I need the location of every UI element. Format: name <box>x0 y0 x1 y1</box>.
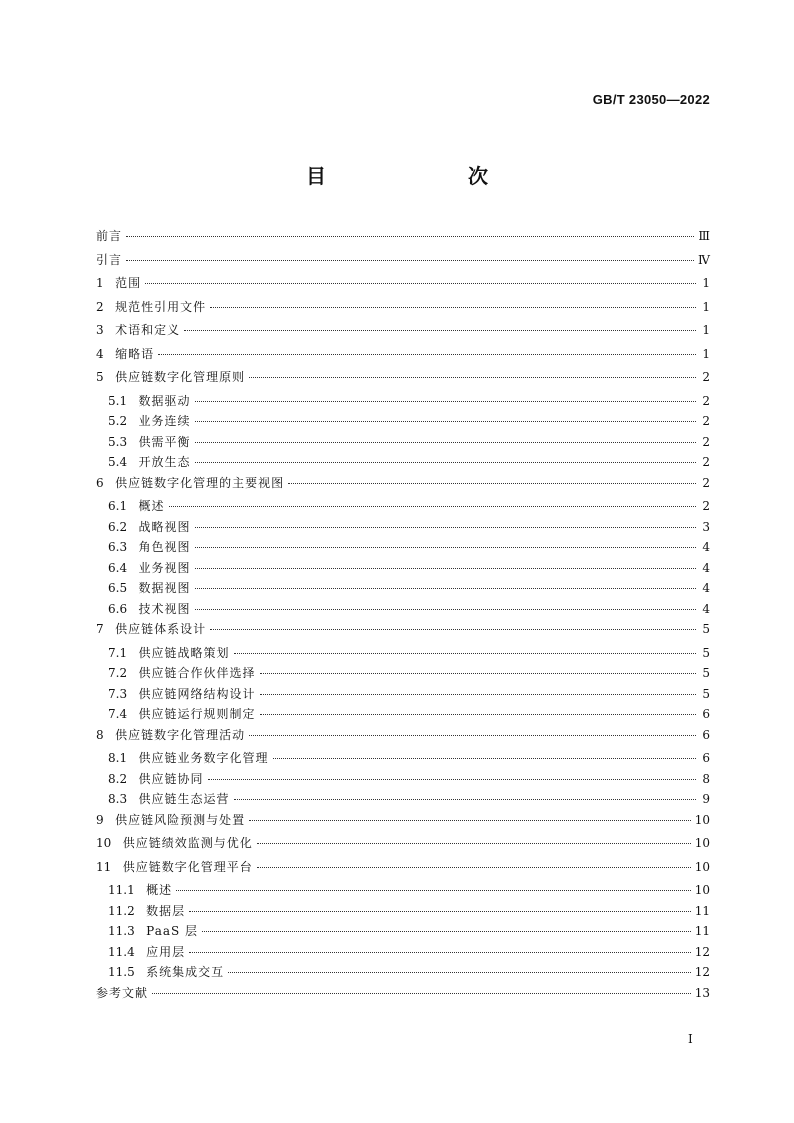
toc-entry[interactable] <box>96 663 710 684</box>
toc-entry-number: 7.2 <box>108 666 139 680</box>
toc-entry-page: 10 <box>694 883 710 897</box>
toc-entry-title: 系统集成交互 <box>146 965 225 979</box>
dot-leader <box>195 527 696 528</box>
toc-entry-title: 概述 <box>146 883 173 897</box>
toc-entry[interactable] <box>96 537 710 558</box>
toc-entry-page: 6 <box>702 751 710 765</box>
toc-entry-number: 10 <box>96 836 123 850</box>
toc-entry-title: 角色视图 <box>138 540 191 554</box>
toc-entry-title: 供应链业务数字化管理 <box>138 751 269 765</box>
dot-leader <box>195 547 696 548</box>
toc-entry-number: 6.3 <box>108 540 139 554</box>
dot-leader <box>257 867 691 868</box>
toc-entry[interactable] <box>96 297 710 321</box>
toc-entry-page: 11 <box>694 924 710 938</box>
dot-leader <box>195 401 696 402</box>
toc-entry-page: 12 <box>694 944 710 959</box>
toc-entry-page: 1 <box>702 276 710 290</box>
toc-entry-title: 业务视图 <box>138 560 191 575</box>
dot-leader <box>158 354 696 355</box>
toc-entry-title: 供应链网络结构设计 <box>138 686 256 701</box>
dot-leader <box>210 629 696 630</box>
dot-leader <box>228 972 691 973</box>
toc-entry[interactable] <box>96 684 710 705</box>
toc-entry[interactable] <box>96 411 710 432</box>
toc-entry[interactable] <box>96 578 710 599</box>
toc-entry-title: 概述 <box>138 499 165 513</box>
toc-entry-number: 11.1 <box>108 883 147 897</box>
toc-entry[interactable] <box>96 226 710 250</box>
toc-entry-title: 供应链数字化管理活动 <box>115 727 246 742</box>
dot-leader <box>249 735 696 736</box>
toc-entry-title: 前言 <box>96 229 123 243</box>
toc-entry[interactable] <box>96 748 710 769</box>
toc-entry[interactable] <box>96 901 710 922</box>
toc-entry-number: 3 <box>96 323 116 337</box>
toc-entry[interactable] <box>96 942 710 963</box>
dot-leader <box>169 506 696 507</box>
toc-entry-number: 6.6 <box>108 601 139 616</box>
toc-entry[interactable] <box>96 432 710 453</box>
dot-leader <box>249 377 696 378</box>
dot-leader <box>195 442 696 443</box>
toc-entry-number: 5.2 <box>108 414 139 428</box>
toc-entry[interactable] <box>96 619 710 643</box>
dot-leader <box>260 673 696 674</box>
table-of-contents <box>96 226 710 1006</box>
standard-code: GB/T 23050—2022 <box>592 92 710 107</box>
toc-entry-page: 2 <box>702 393 710 408</box>
toc-entry-page: 9 <box>702 792 710 806</box>
dot-leader <box>195 588 696 589</box>
dot-leader <box>249 820 691 821</box>
toc-entry-title: 供应链生态运营 <box>138 792 230 806</box>
toc-entry-number: 6 <box>96 475 116 490</box>
toc-entry-page: 5 <box>702 645 710 660</box>
toc-entry-number: 8.2 <box>108 771 139 786</box>
toc-entry-title: 术语和定义 <box>115 323 181 337</box>
toc-entry[interactable] <box>96 921 710 942</box>
dot-leader <box>208 779 696 780</box>
toc-entry[interactable] <box>96 643 710 664</box>
toc-entry[interactable] <box>96 558 710 579</box>
page-title: 目 次 <box>306 164 522 188</box>
toc-entry[interactable] <box>96 789 710 810</box>
toc-entry-number: 7.1 <box>108 645 139 660</box>
dot-leader <box>234 799 696 800</box>
toc-entry-title: PaaS 层 <box>146 924 199 938</box>
toc-entry-title: 供应链数字化管理原则 <box>115 370 246 384</box>
toc-entry-number: 7.3 <box>108 686 139 701</box>
toc-entry-title: 供应链战略策划 <box>138 645 230 660</box>
toc-entry-page: 4 <box>702 601 710 616</box>
toc-entry-title: 开放生态 <box>138 455 191 469</box>
dot-leader <box>195 609 696 610</box>
toc-entry[interactable] <box>96 704 710 725</box>
toc-entry-number: 11.5 <box>108 965 147 979</box>
toc-entry-page: 1 <box>702 346 710 361</box>
toc-entry-page: 8 <box>702 771 710 786</box>
dot-leader <box>202 931 691 932</box>
dot-leader <box>126 236 694 237</box>
toc-entry-number: 5.1 <box>108 393 139 408</box>
toc-entry-number: 5.4 <box>108 455 139 469</box>
dot-leader <box>184 330 696 331</box>
toc-entry[interactable] <box>96 452 710 473</box>
toc-entry-page: 12 <box>694 965 710 979</box>
dot-leader <box>273 758 696 759</box>
toc-entry-page: 2 <box>702 434 710 449</box>
toc-entry[interactable] <box>96 473 710 497</box>
dot-leader <box>288 483 696 484</box>
dot-leader <box>257 843 691 844</box>
toc-entry-title: 数据驱动 <box>138 393 191 408</box>
toc-entry[interactable] <box>96 857 710 881</box>
toc-entry-title: 范围 <box>115 276 142 290</box>
toc-entry-page: 3 <box>702 519 710 534</box>
toc-entry-page: 2 <box>702 370 710 384</box>
toc-entry-number: 4 <box>96 346 116 361</box>
dot-leader <box>260 694 696 695</box>
toc-entry-number: 6.4 <box>108 560 139 575</box>
toc-entry-title: 供应链体系设计 <box>115 622 207 636</box>
toc-entry[interactable] <box>96 517 710 538</box>
toc-entry-page: 10 <box>694 812 710 827</box>
toc-entry-number: 11.2 <box>108 903 147 918</box>
toc-entry-page: 1 <box>702 299 710 314</box>
dot-leader <box>260 714 696 715</box>
toc-entry-number: 8 <box>96 727 116 742</box>
toc-entry-page: 5 <box>702 622 710 636</box>
toc-entry-title: 供应链运行规则制定 <box>138 707 256 721</box>
toc-entry-page: 5 <box>702 666 710 680</box>
dot-leader <box>126 260 694 261</box>
toc-entry-title: 规范性引用文件 <box>115 299 207 314</box>
toc-entry[interactable] <box>96 810 710 834</box>
dot-leader <box>176 890 691 891</box>
toc-entry-page: 1 <box>702 323 710 337</box>
toc-entry[interactable] <box>96 983 710 1007</box>
toc-entry-page: 2 <box>702 475 710 490</box>
toc-entry-page: 13 <box>694 985 710 1000</box>
toc-entry-title: 业务连续 <box>138 414 191 428</box>
toc-entry-number: 9 <box>96 812 116 827</box>
toc-entry-title: 技术视图 <box>138 601 191 616</box>
toc-entry-title: 供应链数字化管理平台 <box>122 859 253 874</box>
toc-entry-number: 11.4 <box>108 944 147 959</box>
toc-entry-title: 供应链合作伙伴选择 <box>138 666 256 680</box>
dot-leader <box>210 307 696 308</box>
toc-entry-number: 2 <box>96 299 116 314</box>
toc-entry-number: 8.3 <box>108 792 139 806</box>
toc-entry-page: 10 <box>694 859 710 874</box>
toc-entry-page: 4 <box>702 540 710 554</box>
toc-entry-page: 10 <box>694 836 710 850</box>
toc-entry[interactable] <box>96 320 710 344</box>
dot-leader <box>195 462 696 463</box>
dot-leader <box>152 993 691 994</box>
toc-entry-page: 2 <box>702 414 710 428</box>
dot-leader <box>195 568 696 569</box>
toc-entry-number: 7 <box>96 622 116 636</box>
toc-entry-title: 战略视图 <box>138 519 191 534</box>
toc-entry-title: 缩略语 <box>115 346 155 361</box>
toc-entry-title: 供应链数字化管理的主要视图 <box>115 475 285 490</box>
toc-entry-number: 1 <box>96 276 116 290</box>
toc-entry-title: 供需平衡 <box>138 434 191 449</box>
toc-entry-number: 6.2 <box>108 519 139 534</box>
toc-entry-title: 应用层 <box>146 944 186 959</box>
toc-entry-title: 供应链协同 <box>138 771 204 786</box>
toc-entry[interactable] <box>96 250 710 274</box>
toc-entry-number: 11.3 <box>108 924 147 938</box>
page-folio: I <box>688 1032 693 1046</box>
toc-entry[interactable] <box>96 367 710 391</box>
toc-entry-page: 4 <box>702 581 710 595</box>
dot-leader <box>234 653 696 654</box>
dot-leader <box>189 911 691 912</box>
toc-entry-title: 供应链风险预测与处置 <box>115 812 246 827</box>
toc-entry-page: 6 <box>702 727 710 742</box>
toc-entry-title: 引言 <box>96 252 123 267</box>
toc-entry[interactable] <box>96 725 710 749</box>
toc-entry[interactable] <box>96 391 710 412</box>
toc-entry-number: 8.1 <box>108 751 139 765</box>
toc-entry-title: 数据视图 <box>138 581 191 595</box>
toc-entry-number: 11 <box>96 859 123 874</box>
toc-entry[interactable] <box>96 496 710 517</box>
toc-entry-number: 6.1 <box>108 499 139 513</box>
toc-entry-page: Ⅳ <box>698 252 710 267</box>
toc-entry-page: 11 <box>694 903 710 918</box>
toc-entry-number: 5 <box>96 370 116 384</box>
toc-entry-number: 7.4 <box>108 707 139 721</box>
dot-leader <box>145 283 696 284</box>
toc-entry-number: 6.5 <box>108 581 139 595</box>
toc-entry[interactable] <box>96 344 710 368</box>
toc-entry-title: 供应链绩效监测与优化 <box>122 836 253 850</box>
toc-entry[interactable] <box>96 880 710 901</box>
toc-entry-number: 5.3 <box>108 434 139 449</box>
toc-entry-page: 2 <box>702 455 710 469</box>
toc-entry-title: 数据层 <box>146 903 186 918</box>
toc-entry[interactable] <box>96 769 710 790</box>
dot-leader <box>189 952 691 953</box>
toc-entry-page: 6 <box>702 707 710 721</box>
toc-entry-page: 5 <box>702 686 710 701</box>
toc-entry-page: 4 <box>702 560 710 575</box>
toc-entry-page: Ⅲ <box>698 229 710 243</box>
dot-leader <box>195 421 696 422</box>
toc-entry[interactable] <box>96 833 710 857</box>
toc-entry[interactable] <box>96 599 710 620</box>
toc-entry[interactable] <box>96 962 710 983</box>
toc-entry-page: 2 <box>702 499 710 513</box>
toc-entry[interactable] <box>96 273 710 297</box>
toc-entry-title: 参考文献 <box>96 985 149 1000</box>
